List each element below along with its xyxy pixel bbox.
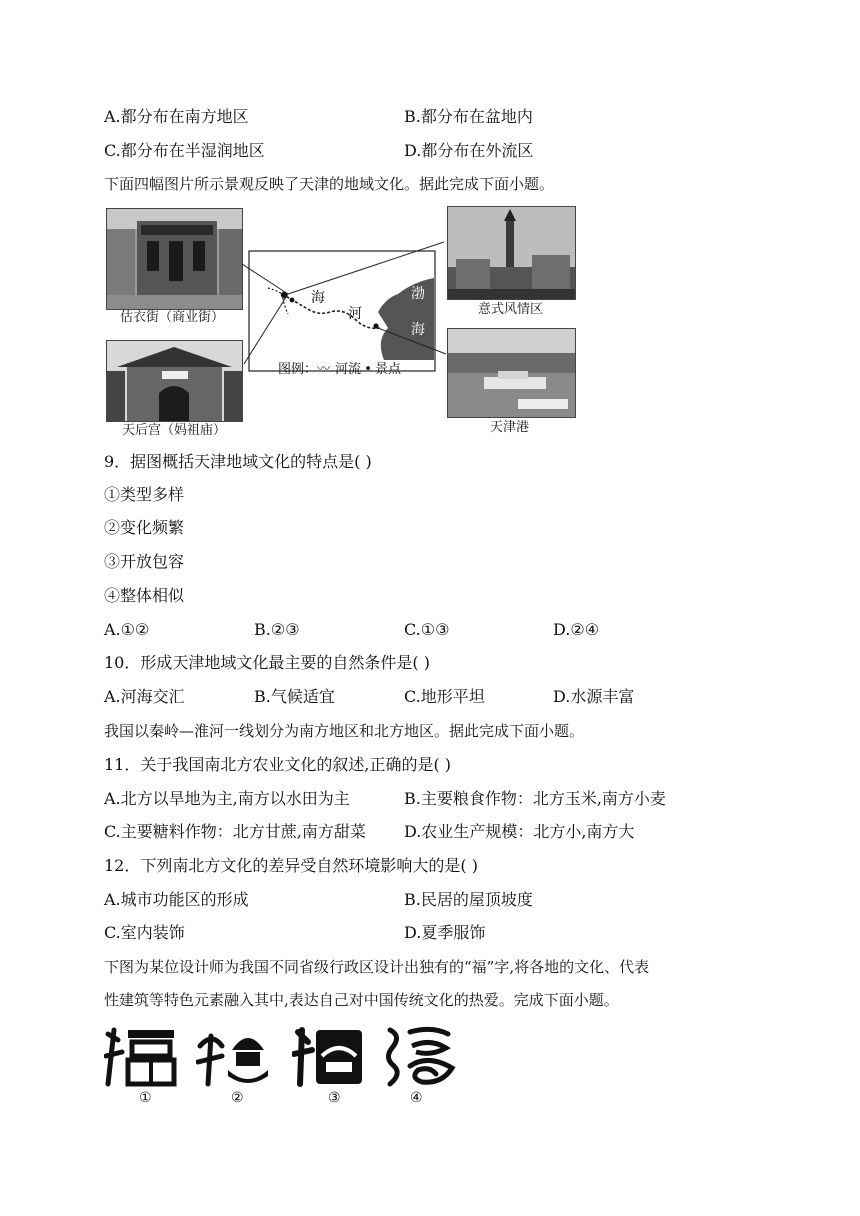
q9-option-b: B.②③: [254, 620, 300, 639]
map-legend-prefix: 图例：: [278, 362, 318, 377]
q10-option-a: A.河海交汇: [104, 687, 185, 706]
q10-option-d: D.水源丰富: [553, 687, 635, 706]
intro-qinling: 我国以秦岭—淮河一线划分为南方地区和北方地区。据此完成下面小题。: [104, 722, 585, 740]
q11-option-c: C.主要糖料作物：北方甘蔗,南方甜菜: [104, 822, 366, 841]
q11-stem: 11．关于我国南北方农业文化的叙述,正确的是( ): [104, 755, 452, 774]
fu-label-2: ②: [231, 1090, 244, 1106]
map-label-hai2: 海: [411, 322, 425, 338]
q10-stem: 10．形成天津地域文化最主要的自然条件是( ): [104, 653, 430, 672]
fu-design-1: [104, 1026, 178, 1088]
q9-option-a: A.①②: [104, 620, 150, 639]
q9-stem: 9．据图概括天津地域文化的特点是( ): [104, 452, 372, 471]
q9-option-c: C.①③: [404, 620, 450, 639]
q12-option-b: B.民居的屋顶坡度: [404, 890, 533, 909]
photo3-caption: 意式风情区: [478, 302, 544, 317]
river-legend-icon: 〰: [317, 362, 331, 377]
q11-option-d: D.农业生产规模：北方小,南方大: [404, 822, 635, 841]
fu-label-3: ③: [328, 1090, 341, 1106]
intro-fu-line1: 下图为某位设计师为我国不同省级行政区设计出独有的“福”字,将各地的文化、代表: [104, 958, 650, 976]
q12-option-a: A.城市功能区的形成: [104, 890, 249, 909]
fu-design-2: [196, 1026, 270, 1088]
fu-label-1: ①: [139, 1090, 152, 1106]
fu-design-3: [292, 1026, 366, 1088]
q11-option-b: B.主要粮食作物：北方玉米,南方小麦: [404, 789, 666, 808]
q11-option-a: A.北方以旱地为主,南方以水田为主: [104, 789, 350, 808]
q10-option-b: B.气候适宜: [254, 687, 335, 706]
q9-option-d: D.②④: [553, 620, 600, 639]
photo-tianhou-temple: [106, 340, 243, 422]
photo2-caption: 天后宫（妈祖庙）: [122, 423, 227, 438]
map-legend: [278, 362, 401, 378]
q9-item-4: ④整体相似: [104, 586, 185, 605]
q9-item-1: ①类型多样: [104, 485, 185, 504]
fu-design-4: [382, 1026, 456, 1088]
intro-fu-line2: 性建筑等特色元素融入其中,表达自己对中国传统文化的热爱。完成下面小题。: [104, 991, 619, 1009]
q12-option-c: C.室内装饰: [104, 923, 185, 942]
map-legend-river: 河流: [335, 362, 362, 377]
photo-guyi-street: [106, 208, 243, 310]
q8-option-a: A.都分布在南方地区: [104, 107, 249, 126]
intro-tianjin: 下面四幅图片所示景观反映了天津的地域文化。据此完成下面小题。: [104, 175, 555, 193]
photo-tianjin-port: [447, 328, 576, 418]
q8-option-c: C.都分布在半湿润地区: [104, 141, 265, 160]
q12-option-d: D.夏季服饰: [404, 923, 486, 942]
q9-item-2: ②变化频繁: [104, 518, 185, 537]
photo1-caption: 估衣街（商业街）: [120, 310, 225, 325]
map-legend-spot: 景点: [375, 362, 402, 377]
q12-stem: 12．下列南北方文化的差异受自然环境影响大的是( ): [104, 856, 478, 875]
map-label-hai: 海: [311, 290, 325, 306]
photo4-caption: 天津港: [490, 420, 530, 435]
q8-option-b: B.都分布在盆地内: [404, 107, 533, 126]
photo-italian-quarter: [447, 206, 576, 300]
map-label-bo: 渤: [411, 286, 425, 302]
q9-item-3: ③开放包容: [104, 552, 185, 571]
fu-label-4: ④: [410, 1090, 423, 1106]
spot-legend-icon: •: [364, 362, 372, 377]
map-label-he: 河: [348, 306, 362, 322]
q10-option-c: C.地形平坦: [404, 687, 485, 706]
q8-option-d: D.都分布在外流区: [404, 141, 534, 160]
